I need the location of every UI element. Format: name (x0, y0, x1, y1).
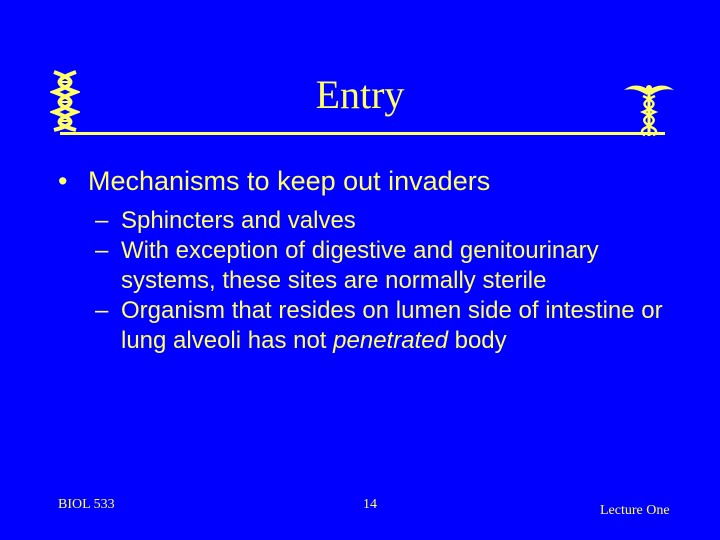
sub-bullet-item (95, 236, 695, 296)
footer-course: BIOL 533 (58, 497, 115, 512)
main-bullet-text: Mechanisms to keep out invaders (88, 166, 491, 196)
bullet-dot: • (58, 166, 68, 196)
bullet-dash: – (95, 207, 109, 234)
main-bullet (58, 163, 490, 199)
sub-bullet-list (95, 206, 695, 356)
bullet-dash: – (95, 297, 109, 324)
sub-bullet-text: Sphincters and valves (121, 207, 356, 234)
footer-page-number: 14 (363, 497, 377, 512)
sub-bullet-item (95, 206, 695, 236)
caduceus-icon (624, 80, 674, 138)
title-divider (60, 132, 665, 135)
sub-bullet-text-end: body (447, 327, 507, 354)
sub-bullet-item (95, 296, 695, 356)
emphasized-word: penetrated (333, 327, 448, 354)
sub-bullet-text: Organism that resides on lumen side of intestine or lung alveoli has not (121, 297, 663, 354)
footer-lecture: Lecture One (600, 503, 670, 518)
slide-title: Entry (315, 72, 405, 117)
sub-bullet-text: With exception of digestive and genitourinary systems, these sites are normally sterile (121, 237, 599, 294)
bullet-dash: – (95, 237, 109, 264)
